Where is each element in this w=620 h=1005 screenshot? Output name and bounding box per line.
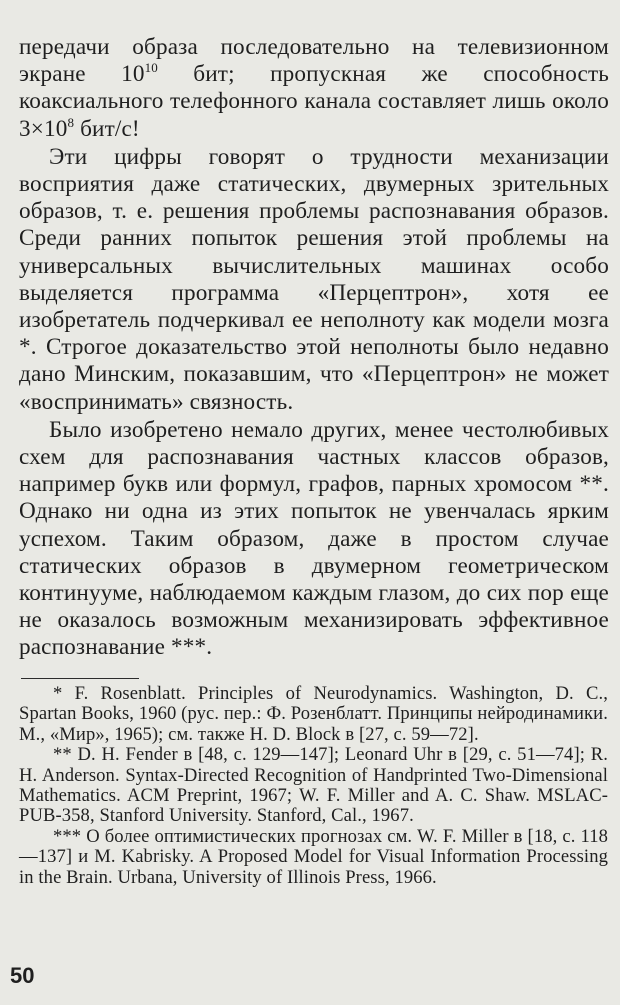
footnotes <box>19 684 608 888</box>
paragraph-3: Было изобретено немало других, менее честолюбивых схем для распознавания частных классов образов, например букв или формул, графов, парных хромосом **. Однако ни одна из этих попыток не увенчалась ярким успехом. Таким образом, даже в простом случае статических образов в двумерном геометрическом континууме, наблюдаемом каждым глазом, до сих пор еще не оказалось возможным механизировать эффективное распознавание ***. <box>19 416 609 661</box>
exponent-10: 10 <box>144 60 158 76</box>
footnote-3: *** О более оптимистических прогнозах см. W. F. Miller в [18, с. 118—137] и M. Kabrisky. A Proposed Model for Visual Information Processing in the Brain. Urbana, University of Illinois Press, 1966. <box>19 825 608 888</box>
paragraph-1 <box>19 34 609 143</box>
paragraph-1-part-c: бит/с! <box>74 115 140 142</box>
footnote-divider <box>21 678 139 679</box>
paragraph-1-part-a: передачи образа последовательно на телевизионном экране 10 <box>19 34 609 88</box>
footnote-1: * F. Rosenblatt. Principles of Neurodynamics. Washington, D. C., Spartan Books, 1960 (рус. пер.: Ф. Розенблатт. Принципы нейродинамики. М., «Мир», 1965); см. также H. D. Block в [27, с. 59—72]. <box>19 683 608 745</box>
main-text <box>19 34 609 662</box>
footnote-2: ** D. H. Fender в [48, с. 129—147]; Leonard Uhr в [29, с. 51—74]; R. H. Anderson. Syntax-Directed Recognition of Handprinted Two-Dimensional Mathematics. ACM Preprint, 1967; W. F. Miller and A. C. Shaw. MSLAC-PUB-358, Stanford University. Stanford, Cal., 1967. <box>19 744 608 827</box>
paragraph-2: Эти цифры говорят о трудности механизации восприятия даже статических, двумерных зрительных образов, т. е. решения проблемы распознавания образов. Среди ранних попыток решения этой проблемы на универсальных вычислительных машинах особо выделяется программа «Перцептрон», хотя ее изобретатель подчеркивал ее неполноту как модели мозга *. Строгое доказательство этой неполноты было недавно дано Минским, показавшим, что «Перцептрон» не может «воспринимать» связность. <box>19 143 609 415</box>
paragraph-1-part-b: бит; пропускная же способность коаксиального телефонного канала составляет лишь около 3×10 <box>19 61 609 142</box>
page-number: 50 <box>10 963 35 988</box>
exponent-8: 8 <box>67 114 75 130</box>
